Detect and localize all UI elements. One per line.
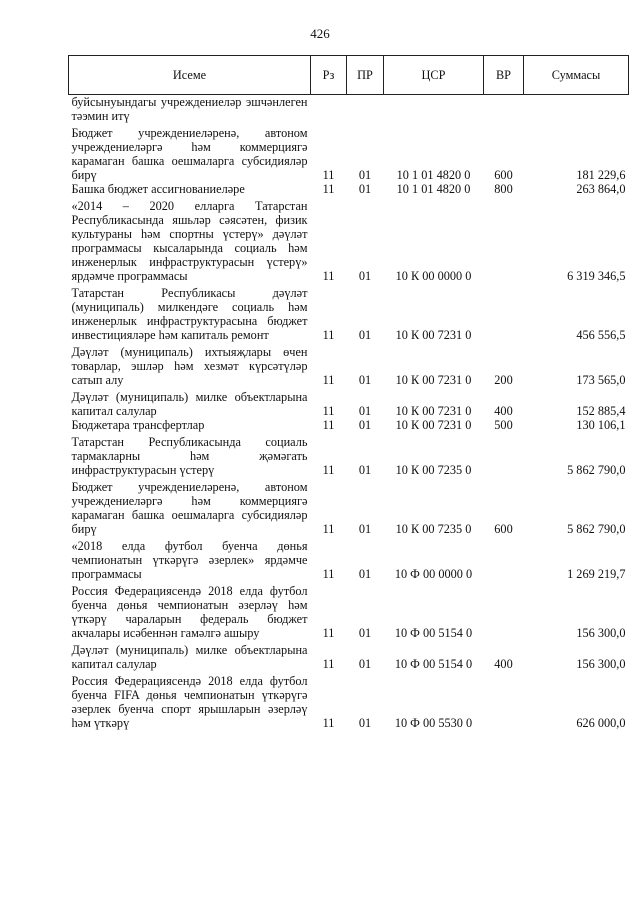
row-sum xyxy=(524,95,629,124)
row-csr xyxy=(384,95,484,124)
row-vr: 500 xyxy=(494,418,513,432)
row-pr: 01 xyxy=(358,404,372,418)
table-row xyxy=(69,432,629,477)
table-row xyxy=(69,536,629,581)
row-rz: 11 xyxy=(322,168,335,182)
row-sum: 5 862 790,0 xyxy=(567,463,626,477)
header-csr: ЦСР xyxy=(384,56,484,95)
table-row xyxy=(69,640,629,671)
row-csr: 10 Ф 00 5530 0 xyxy=(394,716,473,730)
table-row xyxy=(69,283,629,342)
row-name: Дәүләт (муниципаль) милке объектларына капитал салулар xyxy=(71,390,308,418)
row-sum: 152 885,4 xyxy=(576,404,626,418)
row-vr: 800 xyxy=(494,182,513,196)
row-rz: 11 xyxy=(322,373,335,387)
row-sum: 456 556,5 xyxy=(576,328,626,342)
table-row xyxy=(69,182,629,196)
row-rz: 11 xyxy=(322,567,335,581)
row-sum: 263 864,0 xyxy=(576,182,626,196)
row-pr: 01 xyxy=(358,522,372,536)
row-pr: 01 xyxy=(358,567,372,581)
table-row xyxy=(69,671,629,730)
row-vr: 600 xyxy=(494,522,513,536)
row-sum: 156 300,0 xyxy=(576,626,626,640)
row-rz: 11 xyxy=(322,418,335,432)
row-vr: 200 xyxy=(494,373,513,387)
row-sum: 5 862 790,0 xyxy=(567,522,626,536)
table-row xyxy=(69,123,629,182)
row-pr: 01 xyxy=(358,168,372,182)
row-name: «2018 елда футбол буенча дөнья чемпионатын үткәрүгә әзерлек» ярдәмче программасы xyxy=(71,539,308,581)
row-name: Россия Федерациясендә 2018 елда футбол буенча дөнья чемпионатын әзерләү һәм үткәрү чараларын федераль бюджет акчалары исәбеннән гамәлгә ашыру xyxy=(71,584,308,640)
row-rz: 11 xyxy=(322,269,335,283)
row-pr: 01 xyxy=(358,626,372,640)
row-pr: 01 xyxy=(358,182,372,196)
row-name: Татарстан Республикасы дәүләт (муниципаль) милкендәге социаль һәм инженерлык инфраструктурасына бюджет инвестицияләре һәм капиталь ремонт xyxy=(71,286,308,342)
row-rz xyxy=(311,95,347,124)
row-name: Бюджет учреждениеләренә, автоном учреждениеләргә һәм коммерциягә карамаган башка оешмаларга субсидияләр бирү xyxy=(71,126,308,182)
row-vr xyxy=(484,283,524,342)
row-pr xyxy=(347,95,384,124)
row-vr: 600 xyxy=(494,168,513,182)
row-csr: 10 К 00 7231 0 xyxy=(395,404,472,418)
row-csr: 10 К 00 0000 0 xyxy=(395,269,472,283)
row-vr xyxy=(484,196,524,283)
row-name: «2014 – 2020 елларга Татарстан Республикасында яшьләр сәясәтен, физик культураны һәм спортны үстерү» дәүләт программасы кысаларында социаль һәм инженерлык инфраструктурасын үстерү» ярдәмче программасы xyxy=(71,199,308,283)
table-row xyxy=(69,418,629,432)
row-vr: 400 xyxy=(494,404,513,418)
row-pr: 01 xyxy=(358,373,372,387)
row-rz: 11 xyxy=(322,182,335,196)
row-vr xyxy=(484,536,524,581)
table-row xyxy=(69,477,629,536)
budget-table xyxy=(68,55,629,730)
page-number: 426 xyxy=(310,26,330,41)
row-sum: 626 000,0 xyxy=(576,716,626,730)
row-rz: 11 xyxy=(322,626,335,640)
row-csr: 10 1 01 4820 0 xyxy=(396,168,471,182)
row-pr: 01 xyxy=(358,716,372,730)
row-pr: 01 xyxy=(358,657,372,671)
row-sum: 181 229,6 xyxy=(576,168,626,182)
row-csr: 10 К 00 7235 0 xyxy=(395,522,472,536)
row-pr: 01 xyxy=(358,463,372,477)
row-name: Россия Федерациясендә 2018 елда футбол буенча FIFA дөнья чемпионатын үткәрүгә әзерлек буенча спорт ярышларын әзерләү һәм үткәрү xyxy=(71,674,308,730)
header-vr: ВР xyxy=(484,56,524,95)
row-name: Бюджет учреждениеләренә, автоном учреждениеләргә һәм коммерциягә карамаган башка оешмаларга субсидияләр бирү xyxy=(71,480,308,536)
row-name: Башка бюджет ассигнованиеләре xyxy=(71,182,245,196)
table-row xyxy=(69,196,629,283)
row-vr xyxy=(484,581,524,640)
table-row xyxy=(69,95,629,124)
row-vr xyxy=(484,432,524,477)
row-sum: 6 319 346,5 xyxy=(567,269,626,283)
row-name: Бюджетара трансфертлар xyxy=(71,418,205,432)
row-rz: 11 xyxy=(322,463,335,477)
table-row xyxy=(69,387,629,418)
row-csr: 10 К 00 7231 0 xyxy=(395,418,472,432)
header-name: Исеме xyxy=(69,56,311,95)
row-rz: 11 xyxy=(322,716,335,730)
row-rz: 11 xyxy=(322,328,335,342)
row-csr: 10 Ф 00 0000 0 xyxy=(394,567,473,581)
header-rz: Рз xyxy=(311,56,347,95)
row-csr: 10 К 00 7231 0 xyxy=(395,328,472,342)
header-sum: Суммасы xyxy=(524,56,629,95)
row-csr: 10 Ф 00 5154 0 xyxy=(394,626,473,640)
row-rz: 11 xyxy=(322,657,335,671)
row-name: Дәүләт (муниципаль) милке объектларына капитал салулар xyxy=(71,643,308,671)
row-sum: 156 300,0 xyxy=(576,657,626,671)
table-row xyxy=(69,342,629,387)
row-csr: 10 1 01 4820 0 xyxy=(396,182,471,196)
row-sum: 173 565,0 xyxy=(576,373,626,387)
row-pr: 01 xyxy=(358,418,372,432)
row-csr: 10 Ф 00 5154 0 xyxy=(394,657,473,671)
row-sum: 130 106,1 xyxy=(576,418,626,432)
row-sum: 1 269 219,7 xyxy=(567,567,626,581)
row-pr: 01 xyxy=(358,269,372,283)
row-csr: 10 К 00 7235 0 xyxy=(395,463,472,477)
row-vr xyxy=(484,671,524,730)
row-rz: 11 xyxy=(322,522,335,536)
row-vr: 400 xyxy=(494,657,513,671)
row-name: Татарстан Республикасында социаль тармакларны һәм җәмәгать инфраструктурасын үстерү xyxy=(71,435,308,477)
row-name: Дәүләт (муниципаль) ихтыяҗлары өчен товарлар, эшләр һәм хезмәт күрсәтүләр сатып алу xyxy=(71,345,308,387)
row-rz: 11 xyxy=(322,404,335,418)
table-row xyxy=(69,581,629,640)
row-pr: 01 xyxy=(358,328,372,342)
row-csr: 10 К 00 7231 0 xyxy=(395,373,472,387)
row-name: буйсынуындагы учреждениеләр эшчәнлеген тәэмин итү xyxy=(71,95,308,123)
row-vr xyxy=(484,95,524,124)
table-header-row xyxy=(69,56,629,95)
header-pr: ПР xyxy=(347,56,384,95)
